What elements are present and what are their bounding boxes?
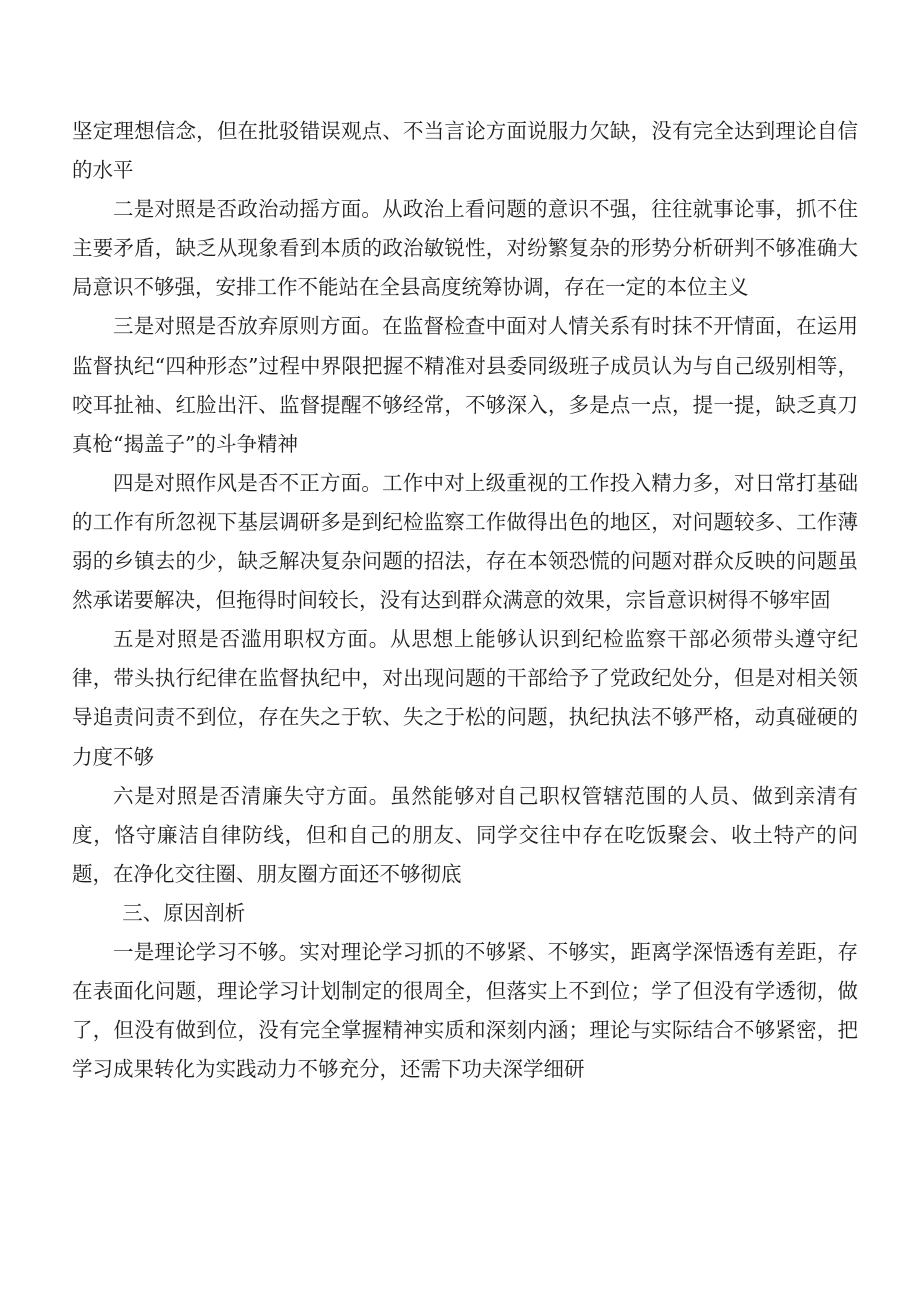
paragraph-work-style: 四是对照作风是否不正方面。工作中对上级重视的工作投入精力多，对日常打基础的工作有所忽视下基层调研多是到纪检监察工作做得出色的地区，对问题较多、工作薄弱的乡镇去的少，缺乏解决复杂问题的招法，存在本领恐慌的问题对群众反映的问题虽然承诺要解决，但拖得时间较长，没有达到群众满意的效果，宗旨意识树得不够牢固 <box>72 470 858 613</box>
paragraph-abuse-of-power: 五是对照是否滥用职权方面。从思想上能够认识到纪检监察干部必须带头遵守纪律，带头执行纪律在监督执纪中，对出现问题的干部给予了党政纪处分，但是对相关领导追责问责不到位，存在失之于软、失之于松的问题，执纪执法不够严格，动真碰硬的力度不够 <box>72 627 858 769</box>
paragraph-integrity: 六是对照是否清廉失守方面。虽然能够对自己职权管辖范围的人员、做到亲清有度，恪守廉洁自律防线，但和自己的朋友、同学交往中存在吃饭聚会、收土特产的问题，在净化交往圈、朋友圈方面还不够彻底 <box>72 783 858 886</box>
paragraph-continued-theory-confidence: 坚定理想信念，但在批驳错误观点、不当言论方面说服力欠缺，没有完全达到理论自信的水平 <box>72 119 858 183</box>
document-body <box>72 112 858 1089</box>
paragraph-theory-study: 一是理论学习不够。实对理论学习抓的不够紧、不够实，距离学深悟透有差距，存在表面化问题，理论学习计划制定的很周全，但落实上不到位；学了但没有学透彻，做了，但没有做到位，没有完全掌握精神实质和深刻内涵；理论与实际结合不够紧密，把学习成果转化为实践动力不够充分，还需下功夫深学细研 <box>72 939 858 1082</box>
paragraph-political-wavering: 二是对照是否政治动摇方面。从政治上看问题的意识不强，往往就事论事，抓不住主要矛盾，缺乏从现象看到本质的政治敏锐性，对纷繁复杂的形势分析研判不够准确大局意识不够强，安排工作不能站在全县高度统筹协调，存在一定的本位主义 <box>72 197 858 300</box>
paragraph-abandoning-principles: 三是对照是否放弃原则方面。在监督检查中面对人情关系有时抹不开情面，在运用监督执纪“四种形态”过程中界限把握不精准对县委同级班子成员认为与自己级别相等，咬耳扯袖、红脸出汗、监督提醒不够经常，不够深入，多是点一点，提一提，缺乏真刀真枪“揭盖子”的斗争精神 <box>72 314 858 456</box>
section-heading-cause-analysis: 三、原因剖析 <box>122 900 246 925</box>
